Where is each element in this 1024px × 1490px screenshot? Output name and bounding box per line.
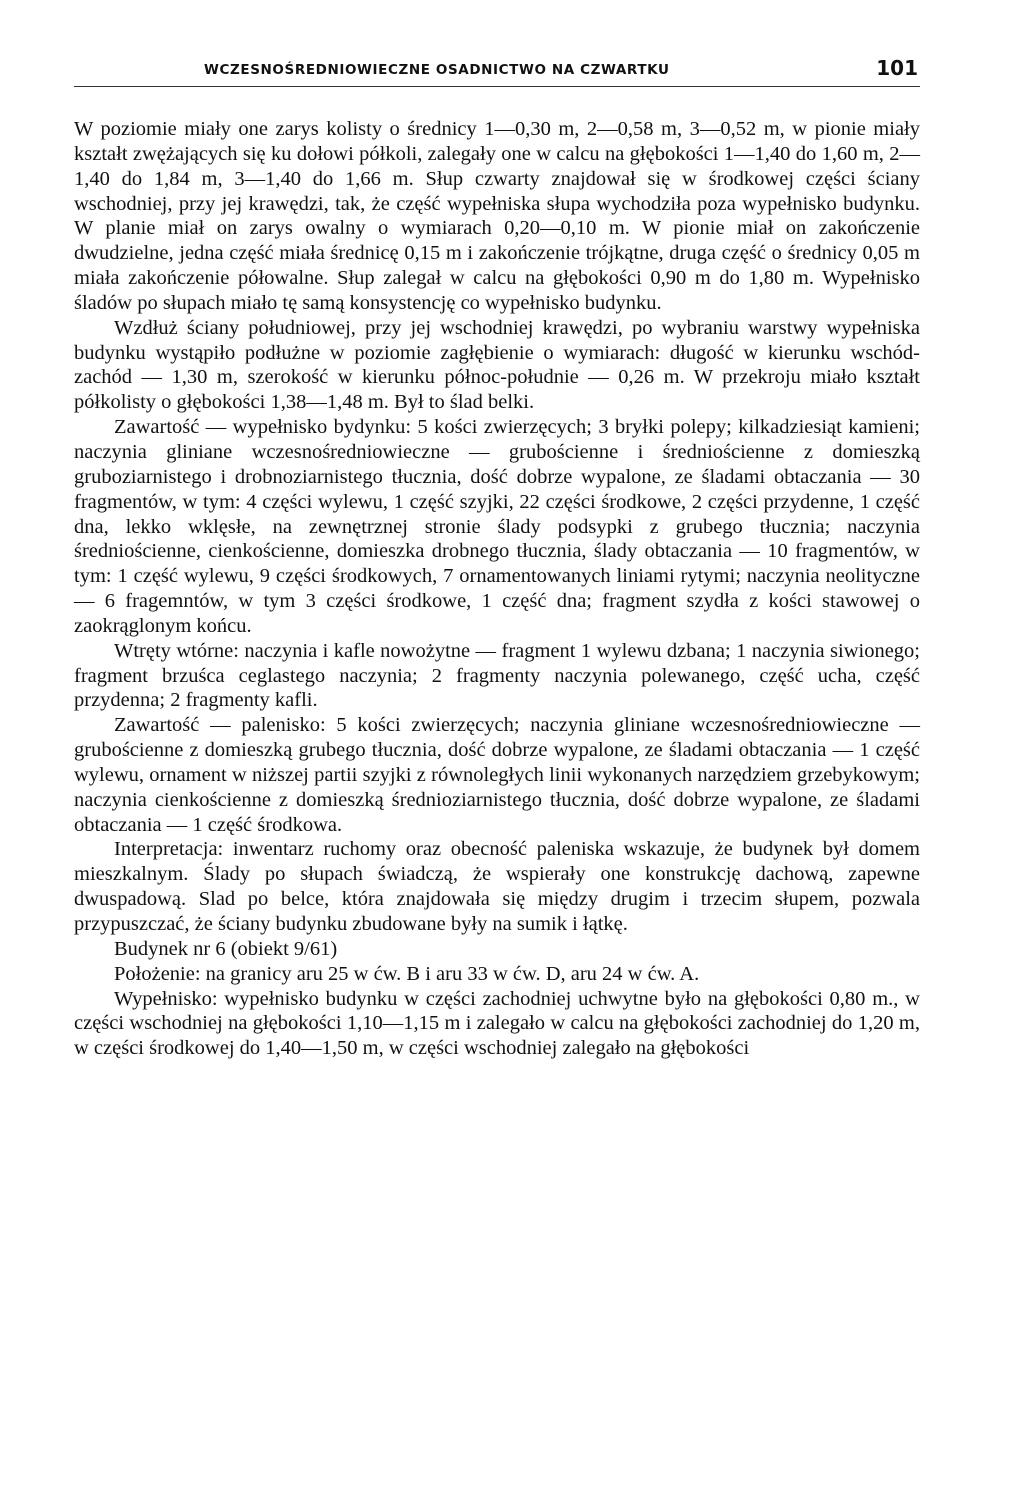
body-text	[74, 117, 920, 1061]
paragraph: W poziomie miały one zarys kolisty o średnicy 1—0,30 m, 2—0,58 m, 3—0,52 m, w pionie miały kształt zwężających się ku dołowi półkoli, zalegały one w calcu na głębokości 1—1,40 do 1,60 m, 2—1,40 do 1,84 m, 3—1,40 do 1,66 m. Słup czwarty znajdował się w środkowej części ściany wschodniej, przy jej krawędzi, tak, że część wypełniska słupa wychodziła poza wypełnisko budynku. W planie miał on zarys owalny o wymiarach 0,20—0,10 m. W pionie miał on zakończenie dwudzielne, jedna część miała średnicę 0,15 m i zakończenie trójkątne, druga część o średnicy 0,05 m miała zakończenie półowalne. Słup zalegał w calcu na głębokości 0,90 m do 1,80 m. Wypełnisko śladów po słupach miało tę samą konsystencję co wypełnisko budynku.	[74, 118, 920, 314]
paragraph: Zawartość — palenisko: 5 kości zwierzęcych; naczynia gliniane wczesnośredniowieczne — grubościenne z domieszką grubego tłucznia, dość dobrze wypalone, ze śladami obtaczania — 1 część wylewu, ornament w niższej partii szyjki z równoległych linii wykonanych narzędziem grzebykowym; naczynia cienkościenne z domieszką średnioziarnistego tłucznia, dość dobrze wypalone, ze śladami obtaczania — 1 część środkowa.	[74, 714, 920, 836]
paragraph: Położenie: na granicy aru 25 w ćw. B i aru 33 w ćw. D, aru 24 w ćw. A.	[114, 962, 700, 985]
page-number: 101	[876, 56, 918, 80]
page-header	[74, 52, 920, 87]
paragraph: Wzdłuż ściany południowej, przy jej wschodniej krawędzi, po wybraniu warstwy wypełniska budynku wystąpiło podłużne w poziomie zagłębienie o wymiarach: długość w kierunku wschód-zachód — 1,30 m, szerokość w kierunku północ-południe — 0,26 m. W przekroju miało kształt półkolisty o głębokości 1,38—1,48 m. Był to ślad belki.	[74, 316, 920, 414]
paragraph: Zawartość — wypełnisko bydynku: 5 kości zwierzęcych; 3 bryłki polepy; kilkadziesiąt kamieni; naczynia gliniane wczesnośredniowieczne — grubościenne i średniościenne z domieszką gruboziarnistego i drobnoziarnistego tłucznia, dość dobrze wypalone, ze śladami obtaczania — 30 fragmentów, w tym: 4 części wylewu, 1 część szyjki, 22 części środkowe, 2 części przydenne, 1 część dna, lekko wklęsłe, na zewnętrznej stronie ślady podsypki z grubego tłucznia; naczynia średniościenne, cienkościenne, domieszka drobnego tłucznia, ślady obtaczania — 10 fragmentów, w tym: 1 część wylewu, 9 części środkowych, 7 ornamentowanych liniami rytymi; naczynia neolityczne — 6 fragemntów, w tym 3 części środkowe, 1 część dna; fragment szydła z kości stawowej o zaokrąglonym końcu.	[74, 416, 920, 637]
paragraph: Wtręty wtórne: naczynia i kafle nowożytne — fragment 1 wylewu dzbana; 1 naczynia siwionego; fragment brzuśca ceglastego naczynia; 2 fragmenty naczynia polewanego, część ucha, część przydenna; 2 fragmenty kafli.	[74, 639, 920, 712]
document-page	[74, 52, 920, 1061]
paragraph: Interpretacja: inwentarz ruchomy oraz obecność paleniska wskazuje, że budynek był domem mieszkalnym. Ślady po słupach świadczą, że wspierały one konstrukcję dachową, zapewne dwuspadową. Slad po belce, która znajdowała się między drugim i trzecim słupem, pozwala przypuszczać, że ściany budynku zbudowane były na sumik i łątkę.	[74, 838, 920, 935]
section-heading: Budynek nr 6 (obiekt 9/61)	[114, 937, 338, 960]
paragraph: Wypełnisko: wypełnisko budynku w części zachodniej uchwytne było na głębokości 0,80 m., w części wschodniej na głębokości 1,10—1,15 m i zalegało w calcu na głębokości zachodniej do 1,20 m, w części środkowej do 1,40—1,50 m, w części wschodniej zalegało na głębokości	[74, 987, 920, 1060]
running-head: WCZESNOŚREDNIOWIECZNE OSADNICTWO NA CZWARTKU	[204, 62, 670, 78]
